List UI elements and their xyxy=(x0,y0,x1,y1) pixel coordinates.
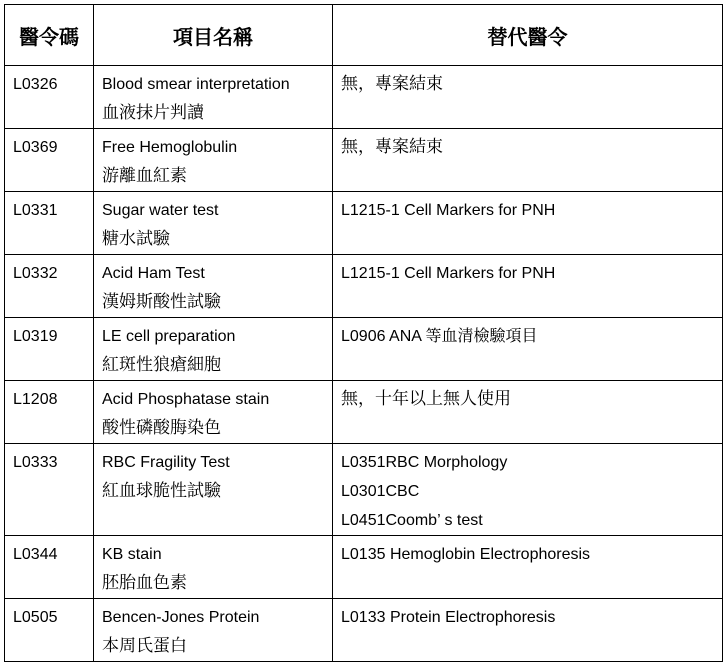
alternative-text: L0351RBC Morphology xyxy=(341,454,508,471)
order-code-cell: L0505 xyxy=(5,599,94,662)
order-code-cell: L0333 xyxy=(5,444,94,536)
order-code-cell: L0326 xyxy=(5,66,94,129)
alternative-text: L0133 Protein Electrophoresis xyxy=(341,609,556,626)
alternative-cell xyxy=(333,66,723,129)
table-row xyxy=(5,255,723,318)
item-name-cell xyxy=(94,129,333,192)
item-name-zh: 紅血球脆性試驗 xyxy=(102,481,221,501)
item-name-en: RBC Fragility Test xyxy=(102,454,230,471)
table-row xyxy=(5,381,723,444)
alternative-text: L0451Coomb’ s test xyxy=(341,512,483,529)
table-row xyxy=(5,192,723,255)
order-code-cell: L0369 xyxy=(5,129,94,192)
item-name-cell xyxy=(94,381,333,444)
table-row xyxy=(5,129,723,192)
table-row xyxy=(5,444,723,536)
order-code-cell: L0332 xyxy=(5,255,94,318)
alternative-cell xyxy=(333,318,723,381)
item-name-en: Bencen-Jones Protein xyxy=(102,609,260,626)
alternative-text: L1215-1 Cell Markers for PNH xyxy=(341,265,556,282)
alternative-text: 無，十年以上無人使用 xyxy=(341,389,511,409)
table-row xyxy=(5,599,723,662)
alternative-cell xyxy=(333,536,723,599)
table-row xyxy=(5,318,723,381)
item-name-cell xyxy=(94,192,333,255)
alternative-cell xyxy=(333,599,723,662)
alternative-cell xyxy=(333,444,723,536)
item-name-zh: 血液抹片判讀 xyxy=(102,103,204,123)
order-code-cell: L0331 xyxy=(5,192,94,255)
order-code-cell: L0344 xyxy=(5,536,94,599)
alternative-text: L1215-1 Cell Markers for PNH xyxy=(341,202,556,219)
alternative-text: L0301CBC xyxy=(341,483,420,500)
header-alternative-order: 替代醫令 xyxy=(333,5,723,66)
order-code-cell: L1208 xyxy=(5,381,94,444)
item-name-zh: 胚胎血色素 xyxy=(102,573,187,593)
item-name-zh: 漢姆斯酸性試驗 xyxy=(102,292,221,312)
item-name-cell xyxy=(94,66,333,129)
item-name-en: Free Hemoglobulin xyxy=(102,139,238,156)
item-name-zh: 酸性磷酸脢染色 xyxy=(102,418,221,438)
item-name-en: KB stain xyxy=(102,546,162,563)
item-name-cell xyxy=(94,599,333,662)
alternative-text: L0906 ANA 等血清檢驗項目 xyxy=(341,328,538,345)
item-name-cell xyxy=(94,318,333,381)
header-item-name: 項目名稱 xyxy=(94,5,333,66)
alternative-cell xyxy=(333,192,723,255)
item-name-en: Sugar water test xyxy=(102,202,219,219)
item-name-zh: 本周氏蛋白 xyxy=(102,636,187,656)
item-name-en: Acid Ham Test xyxy=(102,265,205,282)
table-row xyxy=(5,536,723,599)
item-name-cell xyxy=(94,444,333,536)
item-name-zh: 游離血紅素 xyxy=(102,166,187,186)
alternative-cell xyxy=(333,129,723,192)
table-row xyxy=(5,66,723,129)
item-name-cell xyxy=(94,255,333,318)
header-row xyxy=(5,5,723,66)
alternative-cell xyxy=(333,255,723,318)
order-code-cell: L0319 xyxy=(5,318,94,381)
item-name-zh: 糖水試驗 xyxy=(102,229,170,249)
alternative-cell xyxy=(333,381,723,444)
item-name-en: LE cell preparation xyxy=(102,328,236,345)
item-name-en: Blood smear interpretation xyxy=(102,76,290,93)
alternative-text: 無，專案結束 xyxy=(341,137,443,157)
alternative-text: 無，專案結束 xyxy=(341,74,443,94)
header-order-code: 醫令碼 xyxy=(5,5,94,66)
item-name-cell xyxy=(94,536,333,599)
replacement-order-table xyxy=(4,4,723,662)
alternative-text: L0135 Hemoglobin Electrophoresis xyxy=(341,546,591,563)
item-name-en: Acid Phosphatase stain xyxy=(102,391,270,408)
item-name-zh: 紅斑性狼瘡細胞 xyxy=(102,355,221,375)
